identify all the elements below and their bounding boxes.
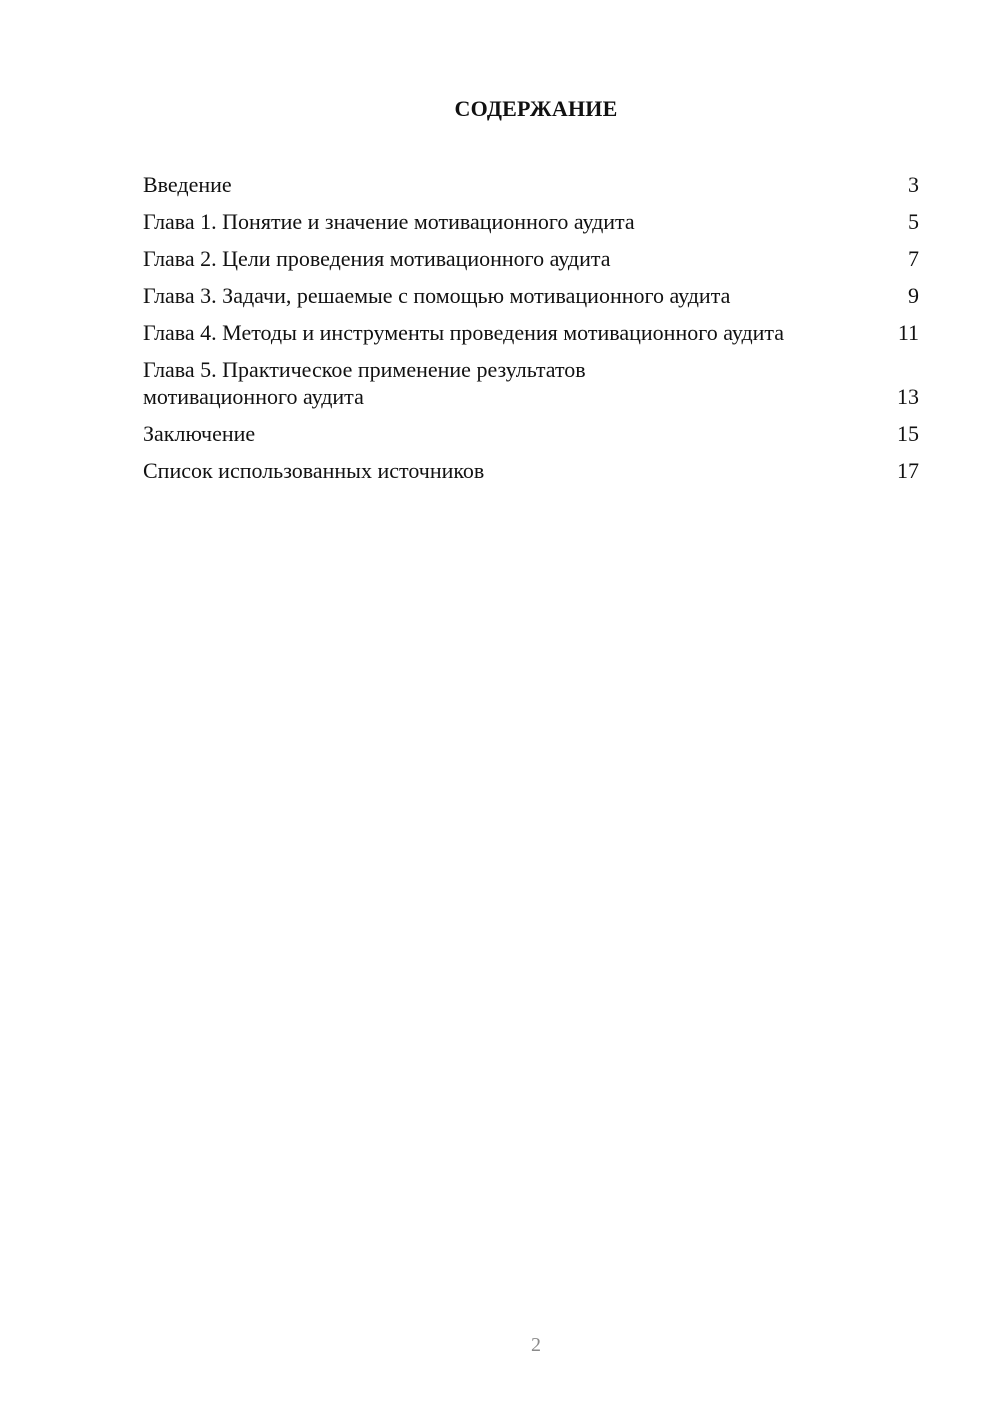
toc-item-chapter-2 [143,245,919,272]
toc-item-text: Глава 3. Задачи, решаемые с помощью мотивационного аудита [143,283,731,308]
toc-item-chapter-3 [143,282,919,309]
toc-item-page: 17 [897,458,919,483]
toc-item-chapter-4 [143,319,919,346]
toc-item-text: Введение [143,172,232,197]
page-number: 2 [531,1334,541,1356]
toc-item-text: Глава 1. Понятие и значение мотивационного аудита [143,209,635,234]
toc-item-page: 11 [897,320,919,345]
toc-item-page: 15 [897,421,919,446]
toc-item-text: Глава 2. Цели проведения мотивационного аудита [143,246,611,271]
toc-item-introduction [143,171,919,198]
toc-item-references [143,457,919,484]
toc-item-page: 3 [908,172,919,197]
toc-item-text: Глава 5. Практическое применение результатов мотивационного аудита [143,357,586,409]
toc-item-page: 5 [908,209,919,234]
toc-item-page: 7 [908,246,919,271]
page-title: СОДЕРЖАНИЕ [454,96,618,121]
toc-item-text: Заключение [143,421,256,446]
toc-item-chapter-1 [143,208,919,235]
toc-item-chapter-5 [143,356,919,410]
toc-item-page: 9 [908,283,919,308]
toc-item-conclusion [143,420,919,447]
toc-item-text: Глава 4. Методы и инструменты проведения мотивационного аудита [143,320,785,345]
toc-item-page: 13 [897,384,919,409]
toc-item-text: Список использованных источников [143,458,485,483]
table-of-contents [143,171,919,494]
